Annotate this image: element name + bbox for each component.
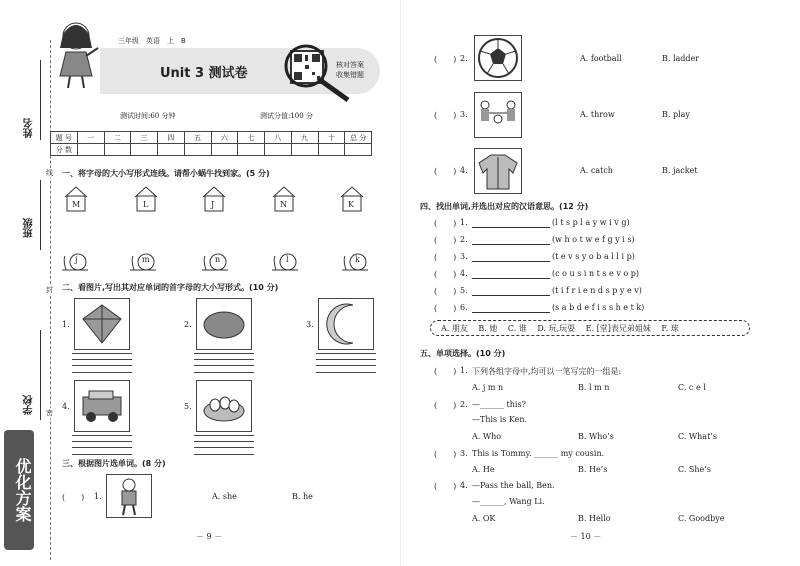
binding-dash [50, 40, 51, 560]
q2-num: 3. [306, 320, 314, 329]
writing-lines[interactable] [194, 435, 254, 455]
score-input[interactable] [77, 144, 104, 156]
name-label: 姓名 [24, 118, 35, 138]
score-cell: 四 [158, 132, 185, 144]
q5-num: 1. [460, 366, 468, 375]
house-letter: N [280, 200, 287, 209]
score-input[interactable] [291, 144, 318, 156]
q4-letters: (l t s p l a y w i v g) [552, 218, 630, 227]
score-cell: 二 [104, 132, 131, 144]
q5-option-b: B. Who’s [578, 432, 614, 441]
q5-option-b: B. l m n [578, 383, 610, 392]
mi-mark: 密 [46, 409, 53, 417]
qr-text-2: 收集错题 [336, 71, 364, 79]
q1-title: 一、将字母的大小写形式连线。请帮小蜗牛找到家。(5 分) [62, 169, 270, 178]
page-number-right: － 10 － [570, 532, 602, 541]
writing-lines[interactable] [194, 353, 254, 373]
q5-option-c: C. c e l [678, 383, 706, 392]
answer-paren[interactable]: ( ) [434, 450, 457, 459]
score-input[interactable] [238, 144, 265, 156]
snail-letter: j [75, 255, 78, 264]
lemon-icon [196, 298, 252, 350]
q4-num: 5. [460, 286, 468, 295]
q3-num: 1. [94, 492, 102, 501]
name-line [40, 60, 41, 140]
q5-option-b: B. Hello [578, 514, 611, 523]
score-input[interactable] [158, 144, 185, 156]
q5-sub: —______, Wang Li. [472, 497, 545, 506]
score-cell: 九 [291, 132, 318, 144]
score-row-header [51, 132, 372, 144]
grade-line: 三年级 英语 上 B [118, 37, 186, 45]
answer-paren[interactable]: ( ) [434, 167, 457, 176]
page-number-left: － 9 － [196, 532, 223, 541]
q5-option-a: A. Who [472, 432, 502, 441]
q5-option-c: C. Goodbye [678, 514, 725, 523]
q5-question: —Pass the ball, Ben. [472, 481, 555, 490]
score-cell: 三 [131, 132, 158, 144]
seal-mark: 封 [46, 286, 53, 294]
snail-letter: l [286, 255, 289, 264]
q4-letters: (t i f r i e n d s p y e v) [552, 286, 642, 295]
q3-option-a: A. football [580, 54, 622, 63]
house-letter: L [143, 200, 149, 209]
q3-num: 3. [460, 110, 468, 119]
writing-lines[interactable] [72, 435, 132, 455]
score-input[interactable] [131, 144, 158, 156]
class-line [40, 180, 41, 250]
q5-option-a: A. He [472, 465, 495, 474]
answer-paren[interactable]: ( ) [434, 253, 457, 262]
answer-blank[interactable] [472, 244, 550, 245]
answer-paren[interactable]: ( ) [434, 219, 457, 228]
test-score: 测试分值:100 分 [260, 112, 313, 120]
score-input[interactable] [104, 144, 131, 156]
q5-option-a: A. j m n [472, 383, 504, 392]
q4-options-box: A. 朋友 B. 她 C. 谁 D. 玩,玩耍 E. [堂]表兄弟姐妹 F. 球 [430, 320, 750, 336]
score-row-values [51, 144, 372, 156]
jacket-icon [474, 148, 522, 194]
snail-icon [270, 252, 300, 272]
girl-mascot-icon [52, 18, 102, 90]
q3-option-b: B. he [292, 492, 313, 501]
q4-title: 四、找出单词,并选出对应的汉语意思。(12 分) [420, 202, 589, 211]
snail-letter: n [215, 255, 221, 264]
q4-num: 4. [460, 269, 468, 278]
brand-logo: 优化方案 [4, 430, 34, 550]
q5-sub: —This is Ken. [472, 415, 528, 424]
score-cell: 总 分 [345, 132, 372, 144]
q4-num: 3. [460, 252, 468, 261]
q5-num: 2. [460, 400, 468, 409]
moon-icon [318, 298, 374, 350]
answer-blank[interactable] [472, 312, 550, 313]
score-input[interactable] [318, 144, 345, 156]
q5-option-b: B. He’s [578, 465, 608, 474]
answer-paren[interactable]: ( ) [434, 304, 457, 313]
house-letter: J [211, 200, 215, 209]
boy-icon [106, 474, 152, 518]
q3-title: 三、根据图片选单词。(8 分) [62, 459, 166, 468]
score-cell: 题 号 [51, 132, 78, 144]
line-mark: 线 [46, 169, 53, 177]
test-time: 测试时间:60 分钟 [120, 112, 176, 120]
score-cell: 六 [211, 132, 238, 144]
score-input[interactable] [184, 144, 211, 156]
answer-paren[interactable]: ( ) [434, 236, 457, 245]
q5-option-c: C. She’s [678, 465, 711, 474]
score-cell: 十 [318, 132, 345, 144]
butterfly-kite-icon [74, 298, 130, 350]
class-label: 班级 [24, 218, 35, 238]
house-letter: K [348, 200, 354, 209]
q4-num: 6. [460, 303, 468, 312]
q2-num: 5. [184, 402, 192, 411]
writing-lines[interactable] [316, 353, 376, 373]
q5-num: 3. [460, 449, 468, 458]
q2-num: 4. [62, 402, 70, 411]
qr-text-1: 核对答案 [336, 61, 364, 69]
answer-blank[interactable] [472, 278, 550, 279]
school-line [40, 330, 41, 420]
q2-num: 1. [62, 320, 70, 329]
q4-num: 1. [460, 218, 468, 227]
answer-paren[interactable]: ( ) [434, 482, 457, 491]
egg-basket-icon [196, 380, 252, 432]
q5-num: 4. [460, 481, 468, 490]
house-letter: M [72, 200, 81, 209]
answer-paren[interactable]: ( ) [62, 493, 85, 502]
q3-option-a: A. she [212, 492, 237, 501]
score-input[interactable] [211, 144, 238, 156]
snail-letter: m [142, 255, 150, 264]
q3-option-a: A. throw [580, 110, 615, 119]
score-table [50, 131, 372, 156]
answer-paren[interactable]: ( ) [434, 111, 457, 120]
jeep-icon [74, 380, 130, 432]
football-icon [474, 35, 522, 81]
q2-title: 二、看图片,写出其对应单词的首字母的大小写形式。(10 分) [62, 283, 279, 292]
score-input[interactable] [345, 144, 372, 156]
q2-num: 2. [184, 320, 192, 329]
q5-title: 五、单项选择。(10 分) [420, 349, 506, 358]
answer-blank[interactable] [472, 227, 550, 228]
page-title: Unit 3 测试卷 [160, 66, 248, 81]
snail-letter: k [355, 255, 360, 264]
kids-playing-icon [474, 92, 522, 138]
q3-option-b: B. play [662, 110, 690, 119]
q5-option-c: C. What’s [678, 432, 717, 441]
answer-paren[interactable]: ( ) [434, 270, 457, 279]
q4-letters: (w h o t w e f g y i s) [552, 235, 635, 244]
q5-option-a: A. OK [472, 514, 496, 523]
q3-option-b: B. ladder [662, 54, 700, 63]
answer-paren[interactable]: ( ) [434, 55, 457, 64]
score-cell: 五 [184, 132, 211, 144]
score-input[interactable] [265, 144, 292, 156]
score-cell: 一 [77, 132, 104, 144]
writing-lines[interactable] [72, 353, 132, 373]
score-cell: 七 [238, 132, 265, 144]
q4-letters: (c o u s i n t s e v o p) [552, 269, 639, 278]
q3-option-a: A. catch [580, 166, 613, 175]
answer-paren[interactable]: ( ) [434, 401, 457, 410]
q5-question: —______ this? [472, 400, 526, 409]
q5-question: 下列各组字母中,均可以一笔写完的一组是: [472, 367, 622, 376]
score-cell: 分 数 [51, 144, 78, 156]
school-label: 学校 [24, 395, 35, 415]
answer-paren[interactable]: ( ) [434, 367, 457, 376]
q5-question: This is Tommy. ______ my cousin. [472, 449, 605, 458]
q3-option-b: B. jacket [662, 166, 698, 175]
answer-blank[interactable] [472, 261, 550, 262]
q4-letters: (s a b d e f i s s h e t k) [552, 303, 645, 312]
answer-paren[interactable]: ( ) [434, 287, 457, 296]
q3-num: 4. [460, 166, 468, 175]
page-fold [400, 0, 401, 566]
q4-num: 2. [460, 235, 468, 244]
q4-letters: (t e v s y o b a l l i p) [552, 252, 635, 261]
score-cell: 八 [265, 132, 292, 144]
answer-blank[interactable] [472, 295, 550, 296]
q3-num: 2. [460, 54, 468, 63]
